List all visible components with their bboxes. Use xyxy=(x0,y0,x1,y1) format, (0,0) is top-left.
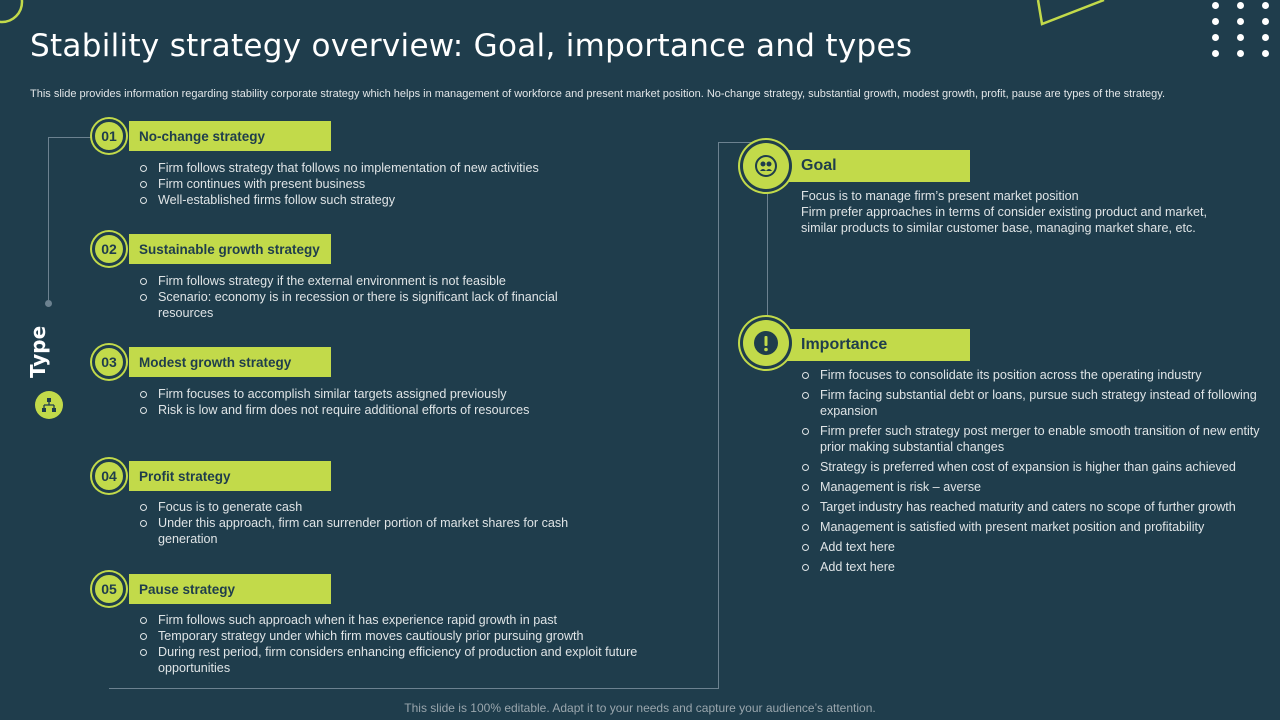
type-bullets-profit xyxy=(138,499,618,547)
type-number-05: 05 xyxy=(92,572,126,606)
type-bullets-pause xyxy=(138,612,678,676)
list-item: Firm focuses to consolidate its position across the operating industry xyxy=(800,367,1260,383)
frame-line-left-top xyxy=(48,137,49,300)
importance-icon-circle xyxy=(743,320,789,366)
frame-line-bottom xyxy=(109,688,718,689)
list-item: Firm follows strategy that follows no implementation of new activities xyxy=(138,160,698,176)
list-item: Strategy is preferred when cost of expansion is higher than gains achieved xyxy=(800,459,1260,475)
type-header-no-change: No-change strategy xyxy=(129,121,331,151)
goal-header: Goal xyxy=(761,150,970,182)
type-header-sustainable-growth: Sustainable growth strategy xyxy=(129,234,331,264)
type-header-modest-growth: Modest growth strategy xyxy=(129,347,331,377)
list-item: Firm facing substantial debt or loans, pursue such strategy instead of following expansion xyxy=(800,387,1260,419)
goal-line: Firm prefer approaches in terms of consider existing product and market, similar products to similar customer base, managing market share, etc. xyxy=(801,205,1207,235)
list-item: Under this approach, firm can surrender portion of market shares for cash generation xyxy=(138,515,618,547)
goal-text xyxy=(801,188,1241,236)
type-bullets-modest-growth xyxy=(138,386,698,418)
importance-bullets xyxy=(800,367,1260,579)
type-bullets-sustainable-growth xyxy=(138,273,598,321)
list-item: Target industry has reached maturity and caters no scope of further growth xyxy=(800,499,1260,515)
frame-line-top-stub xyxy=(48,137,92,138)
list-item: Risk is low and firm does not require additional efforts of resources xyxy=(138,402,698,418)
dot-grid-decoration xyxy=(1212,2,1280,57)
list-item: Scenario: economy is in recession or there is significant lack of financial resources xyxy=(138,289,598,321)
list-item: Firm follows such approach when it has experience rapid growth in past xyxy=(138,612,678,628)
list-item: Firm follows strategy if the external environment is not feasible xyxy=(138,273,598,289)
type-number-04: 04 xyxy=(92,459,126,493)
list-item: Management is risk – averse xyxy=(800,479,1260,495)
list-item: Management is satisfied with present market position and profitability xyxy=(800,519,1260,535)
list-item: Firm prefer such strategy post merger to enable smooth transition of new entity prior making substantial changes xyxy=(800,423,1260,455)
list-item: Temporary strategy under which firm moves cautiously prior pursuing growth xyxy=(138,628,678,644)
list-item: Firm continues with present business xyxy=(138,176,698,192)
goal-icon xyxy=(754,154,778,178)
list-item: Add text here xyxy=(800,539,1260,555)
type-header-profit: Profit strategy xyxy=(129,461,331,491)
page-title: Stability strategy overview: Goal, importance and types xyxy=(30,28,913,64)
triangle-decoration xyxy=(1030,0,1110,30)
list-item: During rest period, firm considers enhancing efficiency of production and exploit future opportunities xyxy=(138,644,678,676)
corner-circle-decoration xyxy=(0,0,30,30)
type-header-pause: Pause strategy xyxy=(129,574,331,604)
connector-goal-importance xyxy=(767,190,768,320)
type-bullets-no-change xyxy=(138,160,698,208)
importance-header: Importance xyxy=(761,329,970,361)
list-item: Firm focuses to accomplish similar targets assigned previously xyxy=(138,386,698,402)
exclamation-icon xyxy=(753,330,779,356)
type-number-01: 01 xyxy=(92,119,126,153)
type-label: Type xyxy=(26,325,50,378)
frame-line-right xyxy=(718,142,719,689)
footer-note: This slide is 100% editable. Adapt it to your needs and capture your audience’s attention. xyxy=(404,701,876,715)
goal-icon-circle xyxy=(743,143,789,189)
hierarchy-icon xyxy=(35,391,63,419)
page-subtitle: This slide provides information regarding stability corporate strategy which helps in management of workforce and present market position. No-change strategy, substantial growth, modest growth, profit, pause are types of the strategy. xyxy=(30,88,1165,100)
list-item: Add text here xyxy=(800,559,1260,575)
goal-line: Focus is to manage firm’s present market position xyxy=(801,189,1079,203)
list-item: Focus is to generate cash xyxy=(138,499,618,515)
type-number-02: 02 xyxy=(92,232,126,266)
frame-line-right-stub xyxy=(718,142,766,143)
list-item: Well-established firms follow such strategy xyxy=(138,192,698,208)
type-number-03: 03 xyxy=(92,345,126,379)
frame-dot xyxy=(45,300,52,307)
